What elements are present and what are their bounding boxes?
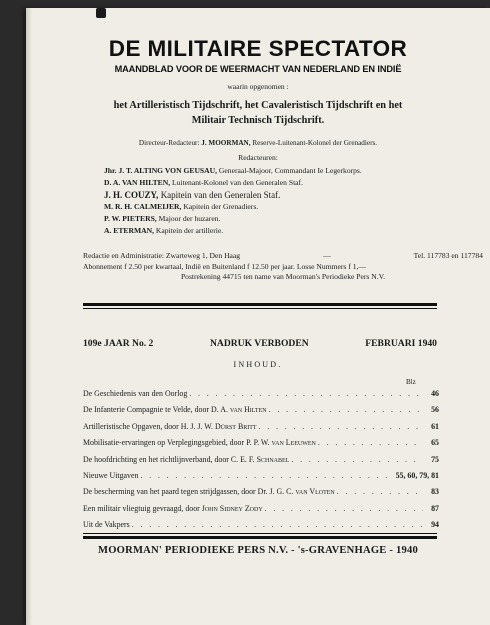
magazine-subtitle: MAANDBLAD VOOR DE WEERMACHT VAN NEDERLAND EN INDIË: [114, 64, 402, 74]
toc-leader: [318, 438, 423, 447]
address-line: [83, 251, 483, 262]
toc-entry: [83, 422, 439, 438]
editor-role: Generaal-Majoor, Commandant Ie Legerkorps.: [218, 166, 362, 175]
toc-entry: [83, 438, 439, 454]
toc-title: De Infanterie Compagnie te Velde, door D. A. van Hilten: [83, 405, 267, 415]
toc-leader: [269, 405, 423, 414]
address: Redactie en Administratie: Zwarteweg 1, Den Haag: [83, 251, 241, 260]
toc-entry: [83, 455, 439, 471]
toc-page: 61: [431, 421, 439, 431]
toc-page: 55, 60, 79, 81: [395, 470, 439, 480]
toc-page: 65: [431, 438, 439, 448]
toc-entry: [83, 471, 439, 487]
toc-title: Mobilisatie-ervaringen op Verplegingsgebied, door P. P. W. van Leeuwen: [83, 438, 316, 448]
footer-divider-thin: [83, 533, 437, 534]
issue-date: FEBRUARI 1940: [365, 338, 437, 349]
telephone: Tel. 117783 en 117784: [413, 251, 483, 260]
editor-row: [104, 214, 484, 226]
editor-row: [104, 226, 484, 238]
editors-list: [104, 166, 484, 238]
toc-title: Een militair vliegtuig gevraagd, door John Sidney Zody: [83, 503, 263, 513]
magazine-cover-page: [26, 8, 490, 625]
incorporated-label: waarin opgenomen :: [227, 82, 289, 91]
toc-title: Uit de Vakpers: [83, 520, 130, 530]
toc-leader: [132, 520, 423, 529]
footer-divider-thick: [83, 536, 437, 539]
editor-role: Kapitein van den Generalen Staf.: [160, 190, 281, 200]
incorporated-journals-line-1: het Artilleristisch Tijdschrift, het Cavaleristisch Tijdschrift en het: [113, 100, 403, 111]
toc-entry: [83, 504, 439, 520]
issue-line: [83, 338, 437, 349]
editor-row: [104, 178, 484, 190]
toc-leader: [140, 471, 393, 480]
toc-page: 56: [431, 405, 439, 415]
director-rank: Reserve-Luitenant-Kolonel der Grenadiers.: [252, 139, 378, 147]
address-dash: —: [323, 251, 331, 260]
editor-name: Jhr. J. T. ALTING VON GEUSAU,: [104, 166, 218, 175]
editor-name: A. ETERMAN,: [104, 226, 154, 235]
director-label: Directeur-Redacteur:: [138, 139, 200, 147]
publisher-footer: MOORMAN' PERIODIEKE PERS N.V. - 's-GRAVENHAGE - 1940: [98, 545, 418, 556]
toc-page: 94: [431, 520, 439, 530]
postal-account-line: Postrekening 44715 ten name van Moorman's Periodieke Pers N.V.: [180, 272, 386, 281]
editor-role: Luitenant-Kolonel van den Generalen Staf.: [172, 178, 303, 187]
issue-volume: 109e JAAR No. 2: [83, 338, 154, 349]
editor-role: Kapitein der artillerie.: [155, 226, 224, 235]
administration-block: [83, 251, 483, 283]
toc-entry: [83, 389, 439, 405]
toc-entry: [83, 405, 439, 421]
toc-leader: [265, 504, 423, 513]
binding-mark: [96, 8, 106, 18]
toc-leader: [337, 487, 423, 496]
editor-name: J. H. COUZY,: [104, 190, 159, 200]
incorporated-journals-line-2: Militair Technisch Tijdschrift.: [191, 115, 325, 126]
toc-entry: [83, 520, 439, 536]
table-of-contents: [83, 389, 439, 537]
magazine-title: DE MILITAIRE SPECTATOR: [108, 36, 408, 61]
director-editor: [26, 139, 490, 147]
editor-name: M. R. H. CALMEIJER,: [104, 202, 182, 211]
toc-leader: [259, 422, 423, 431]
divider-thin: [83, 308, 437, 309]
divider-thick: [83, 303, 437, 306]
editor-row: [104, 202, 484, 214]
editor-row: [104, 190, 484, 202]
toc-page: 46: [431, 389, 439, 398]
toc-title: De hoofdrichting en het richtlijnverband, door C. E. F. Schnabel: [83, 454, 290, 464]
toc-title: De bescherming van het paard tegen strijdgassen, door Dr. J. G. C. van Vloten: [83, 487, 335, 497]
toc-title: Artilleristische Opgaven, door H. J. J. W. Dürst Britt: [83, 421, 257, 431]
toc-entry: [83, 487, 439, 503]
toc-leader: [189, 389, 423, 398]
page-column-label: Blz: [406, 378, 416, 386]
editor-role: Kapitein der Grenadiers.: [183, 202, 259, 211]
subscription-line: Abonnement f 2.50 per kwartaal, Indië en Buitenland f 12.50 per jaar. Losse Nummers f 1,—: [83, 261, 367, 271]
editor-role: Majoor der huzaren.: [158, 214, 221, 223]
editors-heading: Redacteuren:: [238, 153, 278, 162]
toc-page: 83: [431, 487, 439, 497]
editor-row: [104, 166, 484, 178]
contents-heading: INHOUD.: [233, 360, 283, 369]
editor-name: D. A. VAN HILTEN,: [104, 178, 171, 187]
toc-page: 75: [431, 454, 439, 464]
toc-title: De Geschiedenis van den Oorlog: [83, 389, 188, 398]
director-name: J. MOORMAN,: [201, 139, 251, 147]
reprint-notice: NADRUK VERBODEN: [209, 338, 309, 349]
toc-leader: [291, 455, 423, 464]
toc-title: Nieuwe Uitgaven: [83, 470, 139, 480]
editor-name: P. W. PIETERS,: [104, 214, 157, 223]
toc-page: 87: [431, 503, 439, 513]
